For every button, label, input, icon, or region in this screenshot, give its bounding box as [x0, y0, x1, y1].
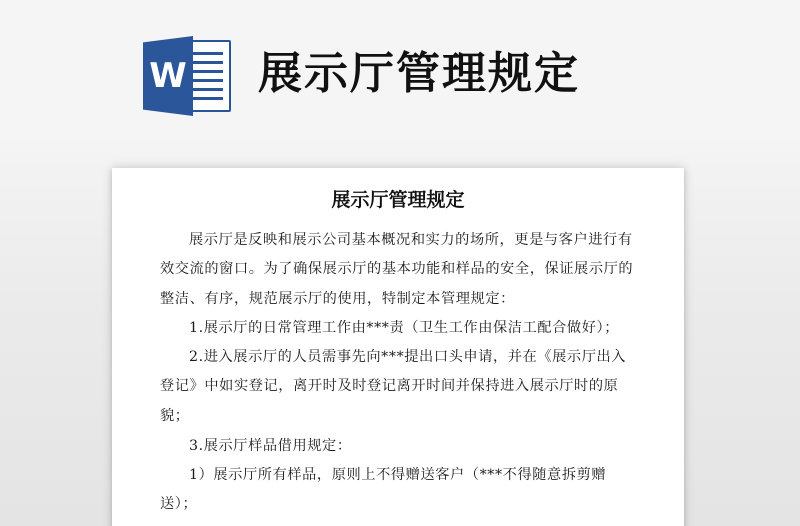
paragraph-rule-1: 1.展示厅的日常管理工作由***责（卫生工作由保洁工配合做好）； — [189, 320, 619, 336]
paragraph-rule-2: 2.进入展示厅的人员需事先向***提出口头申请，并在《展示厅出入登记》中如实登记，离开时及时登记离开时间并保持进入展示厅时的原貌； — [160, 349, 627, 424]
paragraph-intro: 展示厅是反映和展示公司基本概况和实力的场所，更是与客户进行有效交流的窗口。为了确保展示厅的基本功能和样品的安全，保证展示厅的整洁、有序，规范展示厅的使用，特制定本管理规定： — [160, 232, 634, 307]
paragraph-rule-3: 3.展示厅样品借用规定： — [189, 438, 352, 454]
paragraph-rule-3-1: 1）展示厅所有样品，原则上不得赠送客户（***不得随意拆剪赠送）； — [160, 467, 607, 513]
word-icon-letter: W — [149, 56, 187, 96]
document-heading: 展示厅管理规定 — [331, 189, 465, 211]
page-title: 展示厅管理规定 — [258, 48, 580, 99]
word-icon — [143, 36, 233, 116]
document-page — [112, 168, 684, 526]
